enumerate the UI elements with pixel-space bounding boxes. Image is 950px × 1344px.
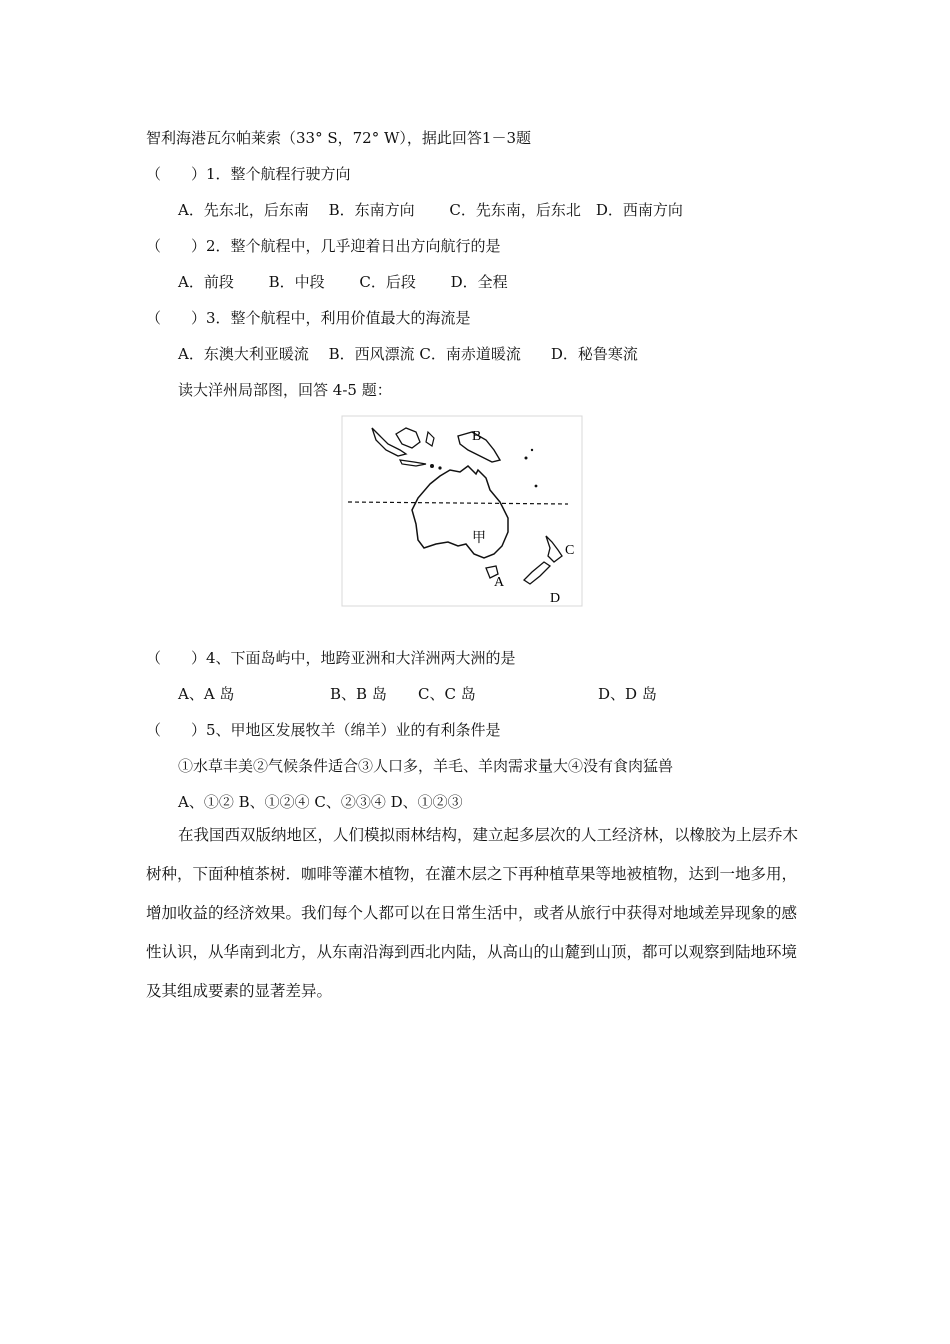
question-4-option-b: B、B 岛 [330,685,387,703]
map-label-a: A [494,575,505,590]
small-island [430,464,434,468]
question-1-stem: （ ）1．整个航程行驶方向 [146,165,351,183]
small-island [531,449,533,451]
map-label-c: C [565,543,575,558]
body-paragraph: 在我国西双版纳地区，人们模拟雨林结构，建立起多层次的人工经济林，以橡胶为上层乔木树种，下面种植茶树．咖啡等灌木植物，在灌木层之下再种植草果等地被植物，达到一地多用，增加收益的经济效果。我们每个人都可以在日常生活中，或者从旅行中获得对地域差异现象的感性认识，从华南到北方，从东南沿海到西北内陆，从高山的山麓到山顶，都可以观察到陆地环境及其组成要素的显著差异。 [146,826,799,1000]
map-label-b: B [472,429,482,444]
question-4-stem: （ ）4、下面岛屿中，地跨亚洲和大洋洲两大洲的是 [146,649,516,667]
question-4-option-a: A、A 岛 [178,685,235,703]
map-label-d: D [550,591,561,606]
map-label-jia: 甲 [472,531,486,546]
map-frame [342,416,582,606]
question-3-stem: （ ）3．整个航程中，利用价值最大的海流是 [146,309,471,327]
question-1-options: A．先东北，后东南 B．东南方向 C．先东南，后东北 D．西南方向 [178,201,683,219]
question-5-options: A、①② B、①②④ C、②③④ D、①②③ [178,793,463,811]
small-island [535,485,538,488]
question-5-stem: （ ）5、甲地区发展牧羊（绵羊）业的有利条件是 [146,721,501,739]
question-2-options: A．前段 B．中段 C．后段 D．全程 [178,273,508,291]
small-island [525,457,528,460]
map-intro: 读大洋州局部图，回答 4-5 题： [178,381,392,399]
intro-text: 智利海港瓦尔帕莱索（33° S，72° W），据此回答1－3题 [146,129,531,147]
question-4-option-d: D、D 岛 [598,685,657,703]
oceania-map-drawing [340,414,600,614]
question-4-option-c: C、C 岛 [418,685,476,703]
small-island [438,466,441,469]
question-5-conditions: ①水草丰美②气候条件适合③人口多，羊毛、羊肉需求量大④没有食肉猛兽 [178,757,674,775]
question-3-options: A．东澳大利亚暖流 B．西风漂流 C．南赤道暖流 D．秘鲁寒流 [178,345,638,363]
question-2-stem: （ ）2．整个航程中，几乎迎着日出方向航行的是 [146,237,501,255]
oceania-map [340,414,600,614]
